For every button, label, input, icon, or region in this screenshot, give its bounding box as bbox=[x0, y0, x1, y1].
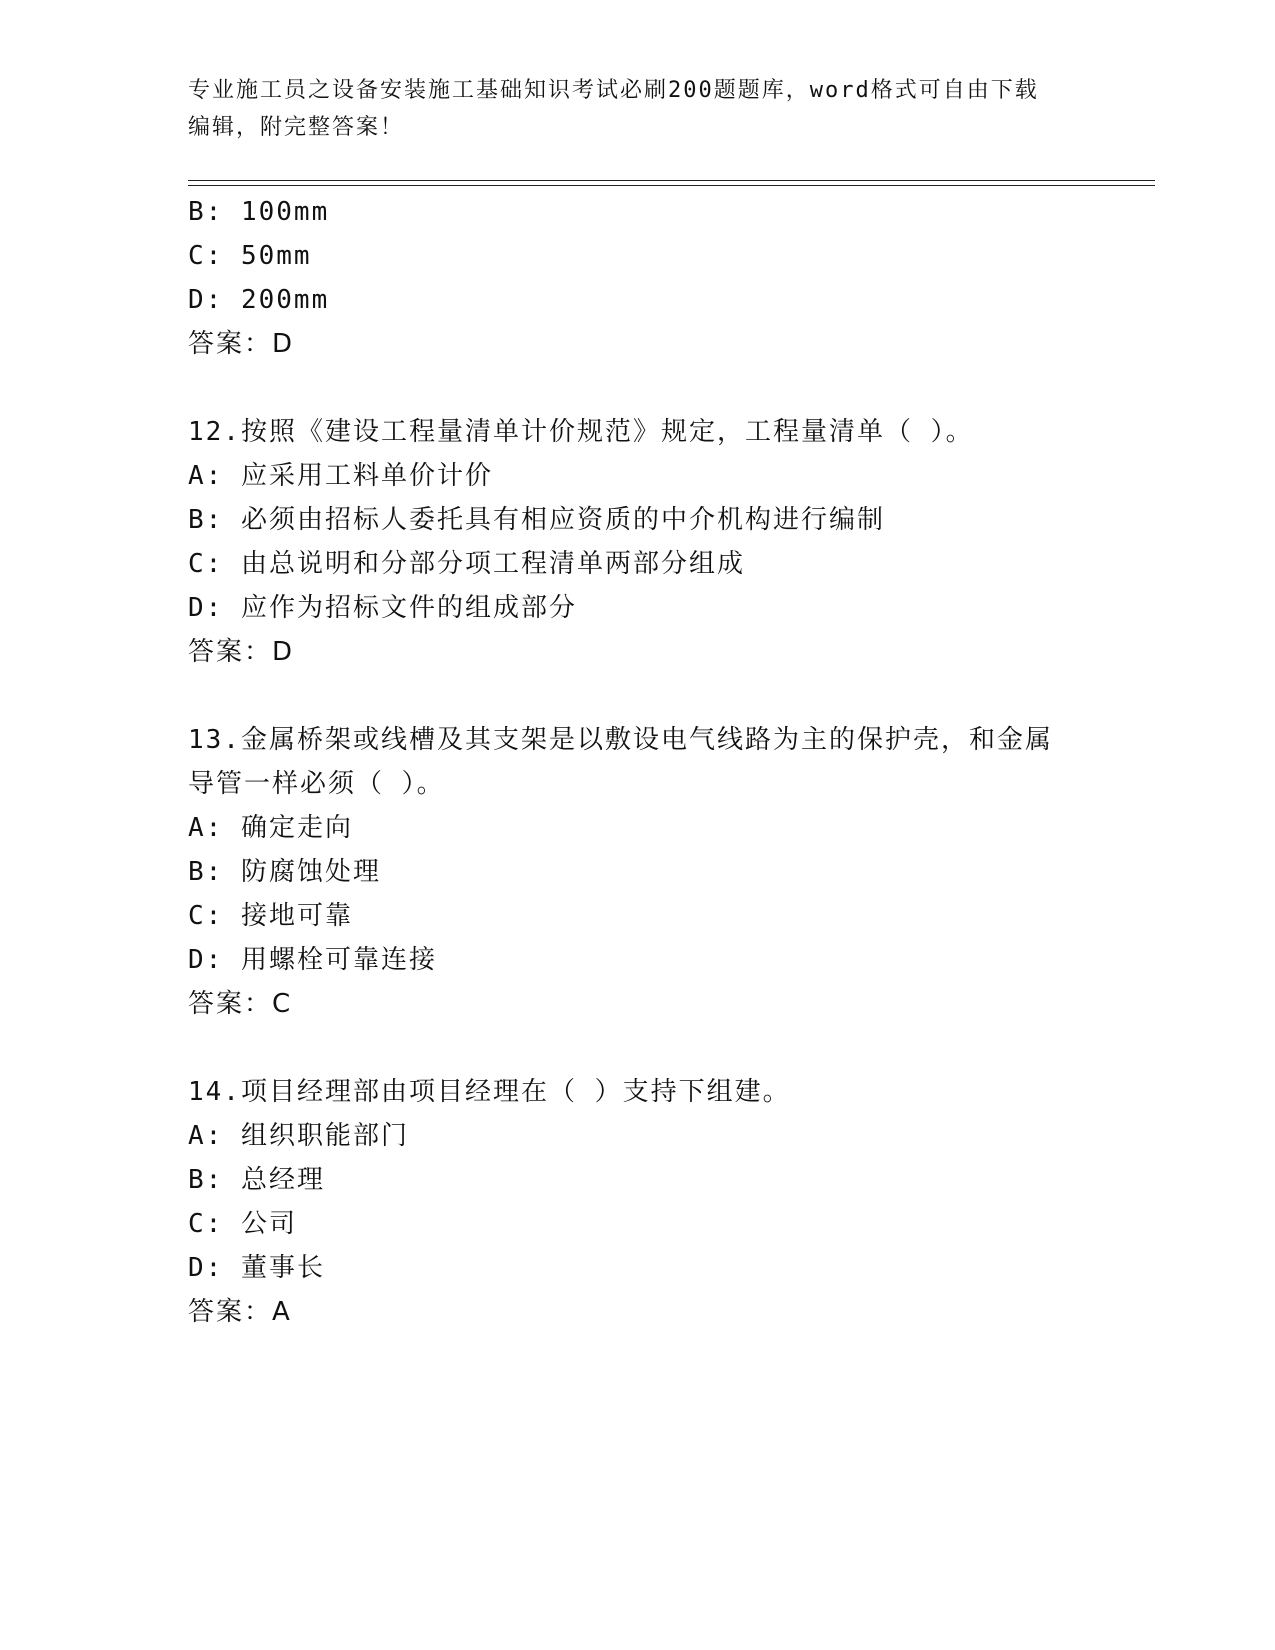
q12-option-c: C: 由总说明和分部分项工程清单两部分组成 bbox=[188, 549, 745, 579]
header-line-1: 专业施工员之设备安装施工基础知识考试必刷200题题库，word格式可自由下载 bbox=[188, 78, 1039, 103]
q11-option-d: D: 200mm bbox=[188, 285, 330, 315]
q11-option-c: C: 50mm bbox=[188, 241, 312, 271]
q12-answer: 答案：D bbox=[188, 637, 295, 667]
q13-question-line-1: 13.金属桥架或线槽及其支架是以敷设电气线路为主的保护壳，和金属 bbox=[188, 725, 1053, 755]
q11-answer: 答案：D bbox=[188, 329, 295, 359]
q13-answer: 答案：C bbox=[188, 989, 293, 1019]
q12-option-d: D: 应作为招标文件的组成部分 bbox=[188, 593, 577, 623]
q14-answer: 答案：A bbox=[188, 1297, 292, 1327]
q14-option-a: A: 组织职能部门 bbox=[188, 1121, 409, 1151]
header-divider-top bbox=[188, 180, 1155, 181]
q13-option-a: A: 确定走向 bbox=[188, 813, 353, 843]
q14-option-c: C: 公司 bbox=[188, 1209, 297, 1239]
q11-option-b: B: 100mm bbox=[188, 197, 330, 227]
document-header bbox=[188, 72, 1068, 146]
q13-question-line-2: 导管一样必须（ ）。 bbox=[188, 769, 445, 799]
q13-option-c: C: 接地可靠 bbox=[188, 901, 353, 931]
header-line-2: 编辑，附完整答案！ bbox=[188, 115, 405, 140]
q14-option-b: B: 总经理 bbox=[188, 1165, 325, 1195]
q12-option-a: A: 应采用工料单价计价 bbox=[188, 461, 493, 491]
q12-question: 12.按照《建设工程量清单计价规范》规定，工程量清单（ ）。 bbox=[188, 417, 974, 447]
header-divider-bottom bbox=[188, 185, 1155, 186]
q12-option-b: B: 必须由招标人委托具有相应资质的中介机构进行编制 bbox=[188, 505, 885, 535]
q14-question: 14.项目经理部由项目经理在（ ）支持下组建。 bbox=[188, 1077, 791, 1107]
q13-option-b: B: 防腐蚀处理 bbox=[188, 857, 381, 887]
q13-option-d: D: 用螺栓可靠连接 bbox=[188, 945, 437, 975]
q14-option-d: D: 董事长 bbox=[188, 1253, 325, 1283]
